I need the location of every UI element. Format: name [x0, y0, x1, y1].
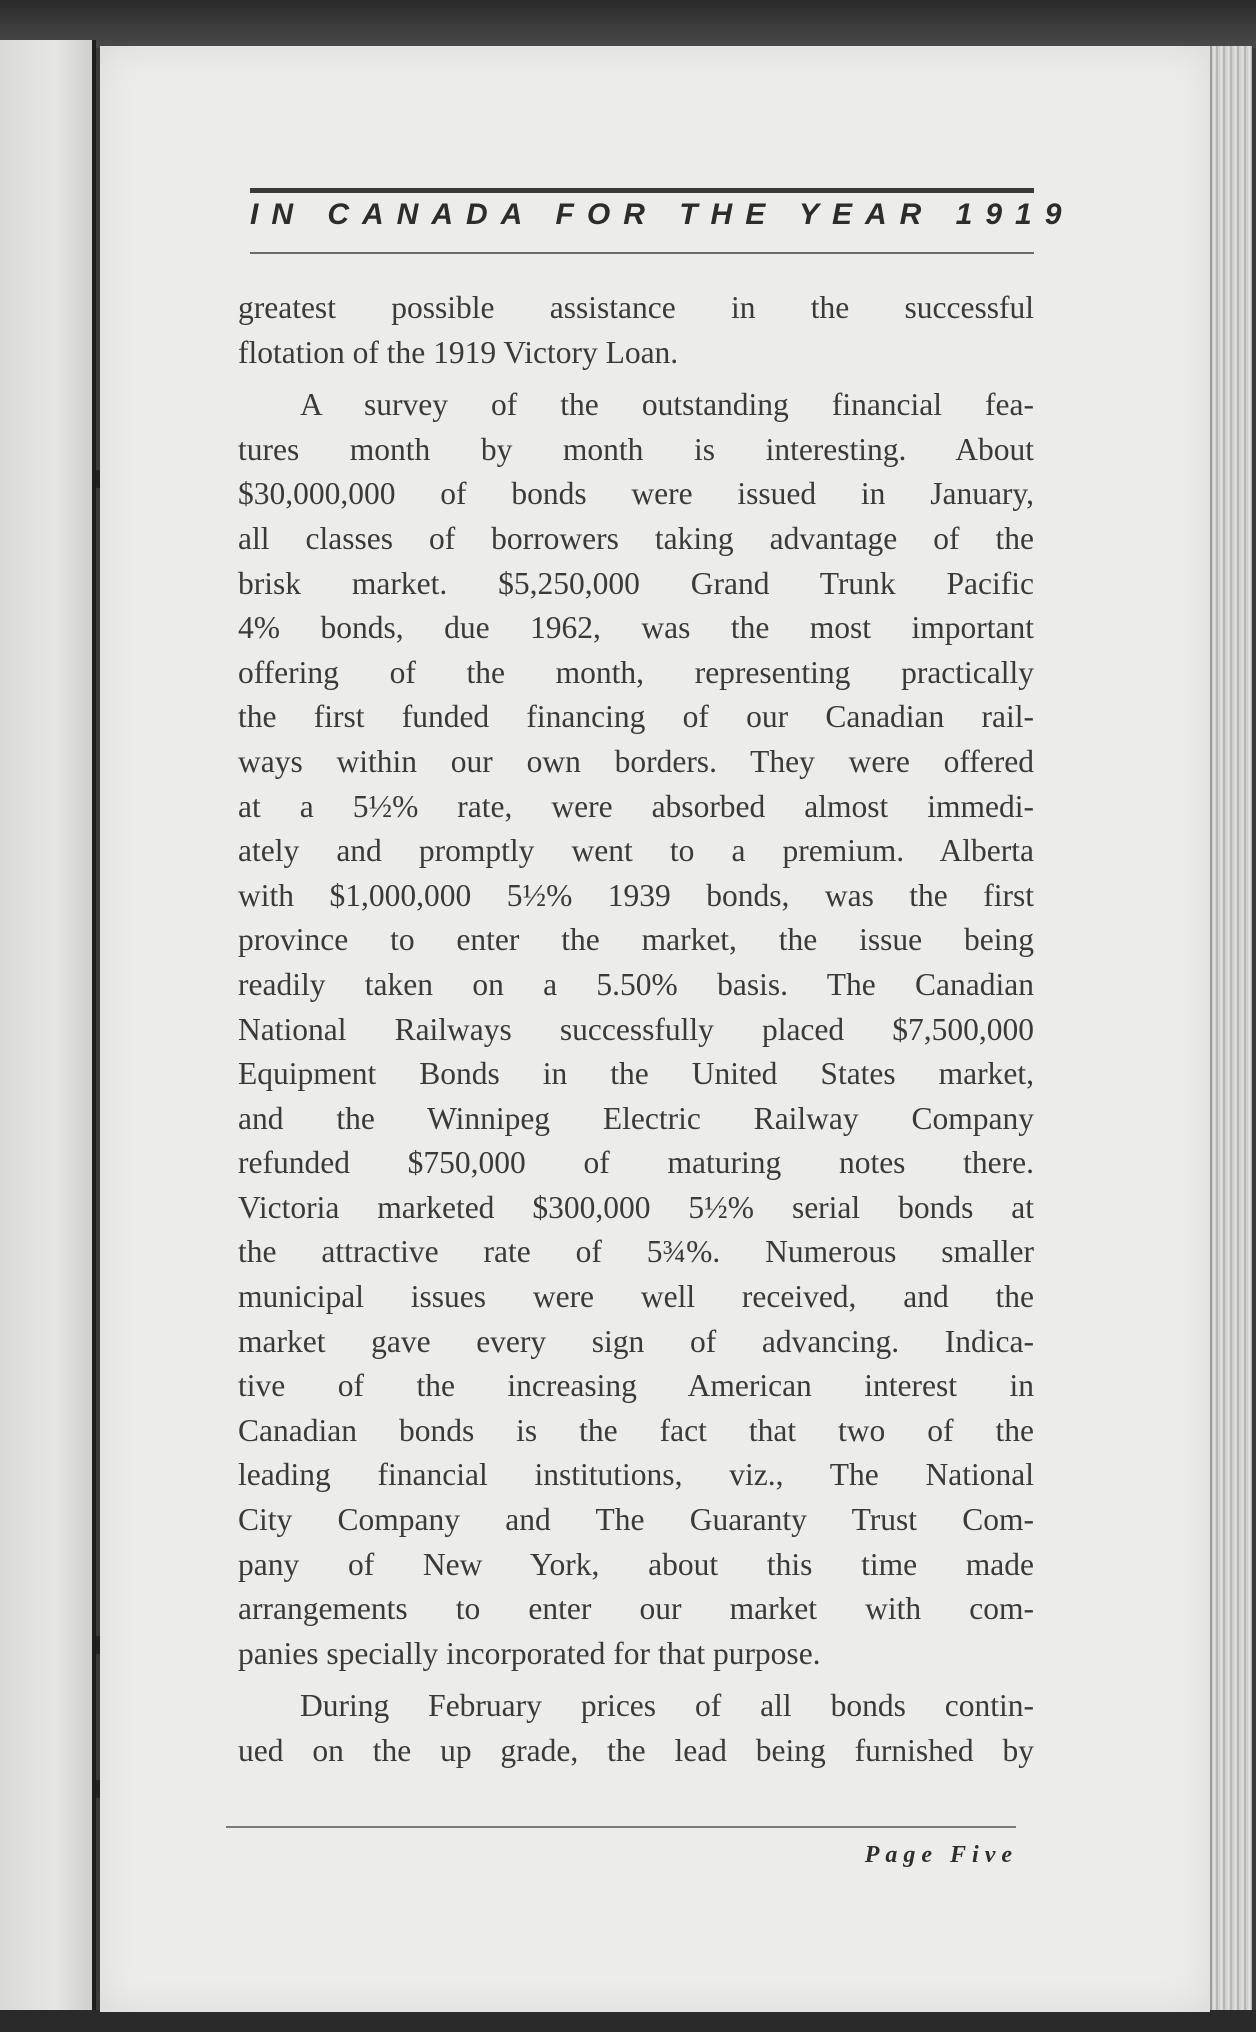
text-line: at a 5½% rate, were absorbed almost immedi- — [238, 788, 1034, 824]
text-line: leading financial institutions, viz., The National — [238, 1457, 1034, 1493]
text-line: Canadian bonds is the fact that two of the — [238, 1412, 1034, 1448]
text-line: municipal issues were well received, and the — [238, 1279, 1034, 1315]
page-number: Page Five — [864, 1842, 1018, 1868]
running-head: IN CANADA FOR THE YEAR 1919 — [250, 198, 1075, 231]
text-line: with $1,000,000 5½% 1939 bonds, was the first — [238, 877, 1034, 913]
text-line: National Railways successfully placed $7,500,000 — [238, 1011, 1034, 1047]
text-line: tures month by month is interesting. About — [238, 431, 1034, 467]
paragraph — [238, 383, 1034, 1676]
facing-page-edge — [0, 40, 96, 2032]
text-line: refunded $750,000 of maturing notes there. — [238, 1145, 1034, 1181]
text-line: ways within our own borders. They were offered — [238, 743, 1034, 779]
text-line: City Company and The Guaranty Trust Com- — [238, 1502, 1034, 1538]
text-line: 4% bonds, due 1962, was the most important — [238, 610, 1034, 646]
header-rule-thin — [250, 252, 1034, 254]
scanner-bottom-edge — [0, 2010, 1256, 2032]
scanner-top-edge — [0, 0, 1256, 48]
body-text — [238, 286, 1034, 1774]
text-line: A survey of the outstanding financial fea- — [300, 387, 1034, 423]
text-line: the first funded financing of our Canadian rail- — [238, 699, 1034, 735]
text-line: readily taken on a 5.50% basis. The Canadian — [238, 966, 1034, 1002]
paragraph — [238, 286, 1034, 375]
text-line: $30,000,000 of bonds were issued in January, — [238, 476, 1034, 512]
text-line: Equipment Bonds in the United States market, — [238, 1056, 1034, 1092]
text-line: market gave every sign of advancing. Indica- — [238, 1323, 1034, 1359]
text-line: flotation of the 1919 Victory Loan. — [238, 334, 679, 370]
text-line: arrangements to enter our market with com- — [238, 1591, 1034, 1627]
text-line: ately and promptly went to a premium. Alberta — [238, 833, 1034, 869]
text-line: ued on the up grade, the lead being furnished by — [238, 1733, 1034, 1768]
text-line: brisk market. $5,250,000 Grand Trunk Pacific — [238, 565, 1034, 601]
text-line: and the Winnipeg Electric Railway Company — [238, 1100, 1034, 1136]
footer-rule — [226, 1826, 1016, 1828]
text-line: offering of the month, representing practically — [238, 654, 1034, 690]
text-line: pany of New York, about this time made — [238, 1546, 1034, 1582]
text-line: During February prices of all bonds contin- — [300, 1688, 1034, 1724]
text-line: province to enter the market, the issue being — [238, 922, 1034, 958]
text-line: greatest possible assistance in the successful — [238, 290, 1034, 325]
text-line: the attractive rate of 5¾%. Numerous smaller — [238, 1234, 1034, 1270]
paragraph — [238, 1684, 1034, 1773]
text-line: all classes of borrowers taking advantage of the — [238, 520, 1034, 556]
header-rule-thick — [250, 188, 1034, 193]
page-stack-edges — [1210, 46, 1252, 2016]
text-line: Victoria marketed $300,000 5½% serial bonds at — [238, 1189, 1034, 1225]
text-line: tive of the increasing American interest in — [238, 1368, 1034, 1404]
text-line: panies specially incorporated for that purpose. — [238, 1635, 821, 1671]
